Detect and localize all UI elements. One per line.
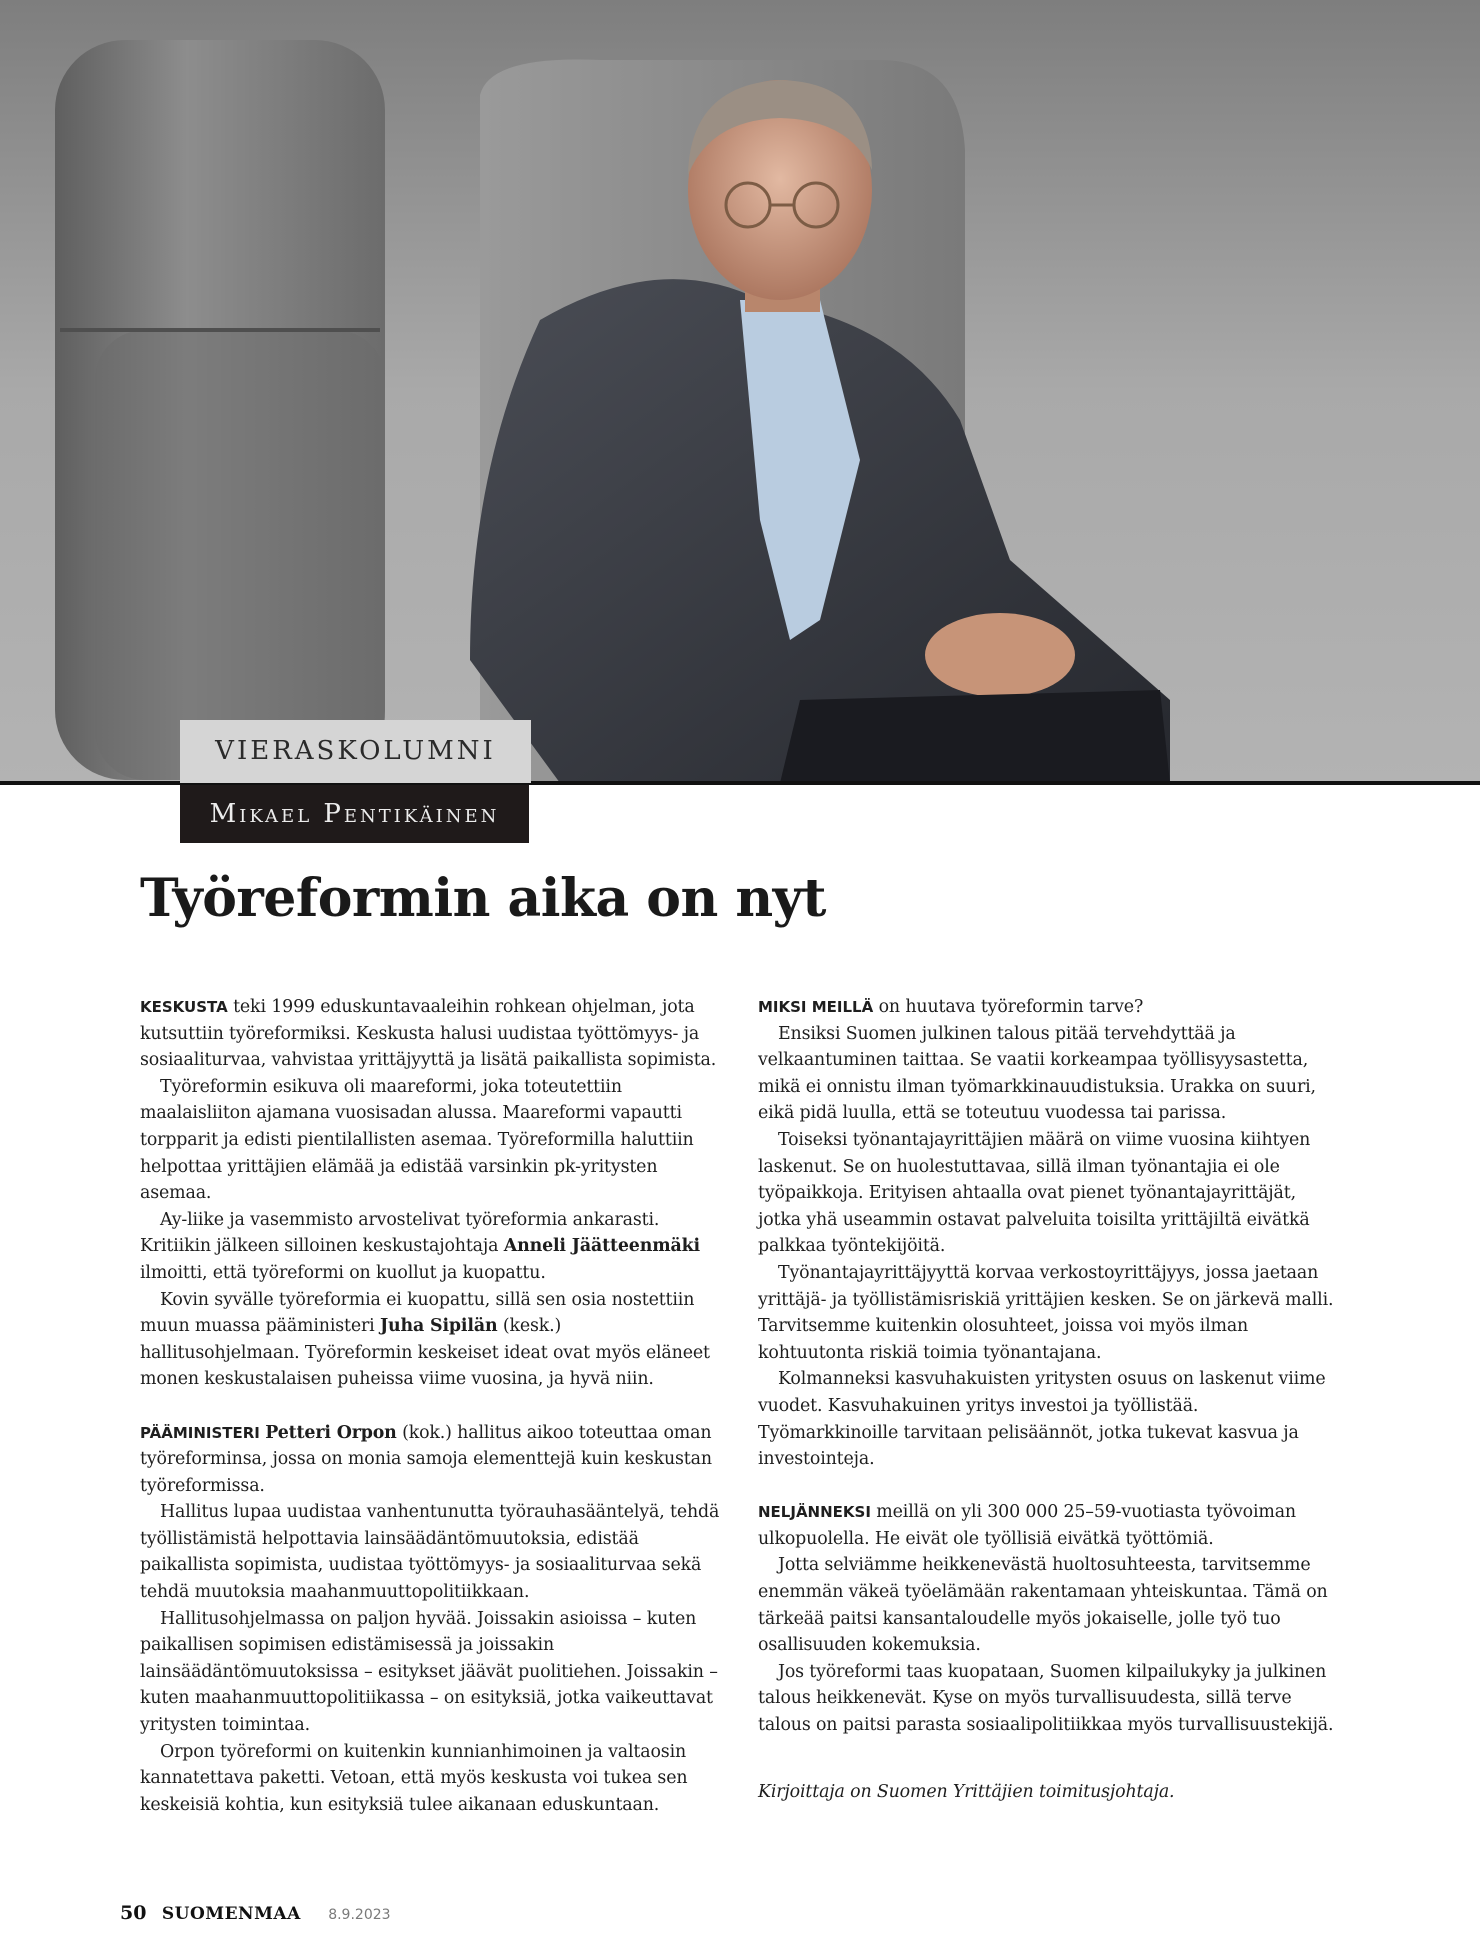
paragraph: Työreformin esikuva oli maareformi, joka toteutettiin maalaisliiton ajamana vuosisadan alussa. Maareformi vapautti torpparit ja edisti pientilallisten asemaa. Työreformilla haluttiin helpottaa yrittäjien elämää ja edistää varsinkin pk-yritysten asemaa. bbox=[140, 1076, 694, 1204]
paragraph: Jotta selviämme heikkenevästä huoltosuhteesta, tarvitsemme enemmän väkeä työelämään rakentamaan yhteiskuntaa. Tämä on tärkeää paitsi kansantaloudelle myös jokaiselle, jolle työ tuo osallisuuden kokemuksia. bbox=[758, 1555, 1328, 1656]
article-headline: Työreformin aika on nyt bbox=[140, 868, 826, 929]
legs bbox=[780, 690, 1170, 783]
photo-illustration bbox=[0, 0, 1480, 783]
publication-name: SUOMENMAA bbox=[161, 1904, 301, 1924]
paragraph: Työnantajayrittäjyyttä korvaa verkostoyrittäjyys, jossa jaetaan yrittäjä- ja työllistämisriskiä yrittäjien kesken. Se on järkevä malli. Tarvitsemme kuitenkin olosuhteet, joissa voi myös ilman kohtuutonta riskiä toimia työnantajana. bbox=[758, 1262, 1334, 1363]
paragraph: Toiseksi työnantajayrittäjien määrä on viime vuosina kiihtyen laskenut. Se on huolestuttavaa, sillä ilman työnantajia ei ole työpaikkoja. Erityisen ahtaalla ovat pienet työnantajayrittäjät, jotka yhä useammin ostavat palveluita toisilta yrittäjiltä eivätkä palkkaa työntekijöitä. bbox=[758, 1129, 1311, 1257]
paragraph: NELJÄNNEKSI meillä on yli 300 000 25–59-vuotiasta työvoiman ulkopuolella. He eivät ole työllisiä eivätkä työttömiä. bbox=[758, 1502, 1296, 1549]
paragraph: Hallitus lupaa uudistaa vanhentunutta työrauhasääntelyä, tehdä työllistämistä helpottavia lainsäädäntömuutoksia, edistää paikallista sopimista, uudistaa työttömyys- ja sosiaaliturvaa sekä tehdä muutoksia maahanmuuttopolitiikkaan. bbox=[140, 1502, 720, 1603]
page-number: 50 bbox=[120, 1902, 147, 1924]
issue-date: 8.9.2023 bbox=[328, 1907, 391, 1923]
paragraph: PÄÄMINISTERI Petteri Orpon (kok.) hallitus aikoo toteuttaa oman työreforminsa, jossa on monia samoja elementtejä kuin keskustan työreformissa. bbox=[140, 1422, 712, 1496]
header-photo bbox=[0, 0, 1480, 783]
author-label: Mikael Pentikäinen bbox=[180, 785, 529, 843]
paragraph: Orpon työreformi on kuitenkin kunnianhimoinen ja valtaosin kannatettava paketti. Vetoan, että myös keskusta voi tukea sen keskeisiä kohtia, kun esityksiä tulee aikanaan eduskuntaan. bbox=[140, 1741, 688, 1815]
article-column-right bbox=[758, 994, 1338, 1805]
paragraph: Kovin syvälle työreformia ei kuopattu, sillä sen osia nostettiin muun muassa pääministeri Juha Sipilän (kesk.) hallitusohjelmaan. Työreformin keskeiset ideat ovat myös eläneet monen keskustalaisen puheissa viime vuosina, ja hyvä niin. bbox=[140, 1289, 710, 1390]
paragraph: MIKSI MEILLÄ on huutava työreformin tarve? bbox=[758, 997, 1144, 1017]
paragraph: Ay-liike ja vasemmisto arvostelivat työreformia ankarasti. Kritiikin jälkeen silloinen keskustajohtaja Anneli Jäätteenmäki ilmoitti, että työreformi on kuollut ja kuopattu. bbox=[140, 1209, 700, 1283]
section-label: VIERASKOLUMNI bbox=[180, 720, 531, 783]
paragraph: Kolmanneksi kasvuhakuisten yritysten osuus on laskenut viime vuodet. Kasvuhakuinen yritys investoi ja työllistää. Työmarkkinoille tarvitaan pelisäännöt, jotka tukevat kasvua ja investointeja. bbox=[758, 1369, 1326, 1470]
chair-seat-shadow bbox=[95, 330, 385, 780]
author-byline: Kirjoittaja on Suomen Yrittäjien toimitusjohtaja. bbox=[758, 1781, 1175, 1802]
paragraph: Jos työreformi taas kuopataan, Suomen kilpailukyky ja julkinen talous heikkenevät. Kyse on myös turvallisuudesta, sillä terve talous on paitsi parasta sosiaalipolitiikkaa myös turvallisuustekijä. bbox=[758, 1661, 1334, 1736]
paragraph: Ensiksi Suomen julkinen talous pitää tervehdyttää ja velkaantuminen taittaa. Se vaatii korkeampaa työllisyysastetta, mikä ei onnistu ilman työmarkkinauudistuksia. Urakka on suuri, eikä pidä luulla, että se toteutuu vuodessa tai parissa. bbox=[758, 1023, 1316, 1124]
paragraph: Hallitusohjelmassa on paljon hyvää. Joissakin asioissa – kuten paikallisen sopimisen edistämisessä ja joissakin lainsäädäntömuutoksissa – esitykset jäävät puolitiehen. Joissakin – kuten maahanmuuttopolitiikassa – on esityksiä, jotka vaikeuttavat yritysten toimintaa. bbox=[140, 1608, 718, 1736]
page-footer bbox=[120, 1902, 391, 1924]
clasped-hands bbox=[925, 613, 1075, 697]
article-column-left bbox=[140, 994, 720, 1818]
paragraph: KESKUSTA teki 1999 eduskuntavaaleihin rohkean ohjelman, jota kutsuttiin työreformiksi. Keskusta halusi uudistaa työttömyys- ja sosiaaliturvaa, vahvistaa yrittäjyyttä ja lisätä paikallista sopimista. bbox=[140, 997, 717, 1071]
